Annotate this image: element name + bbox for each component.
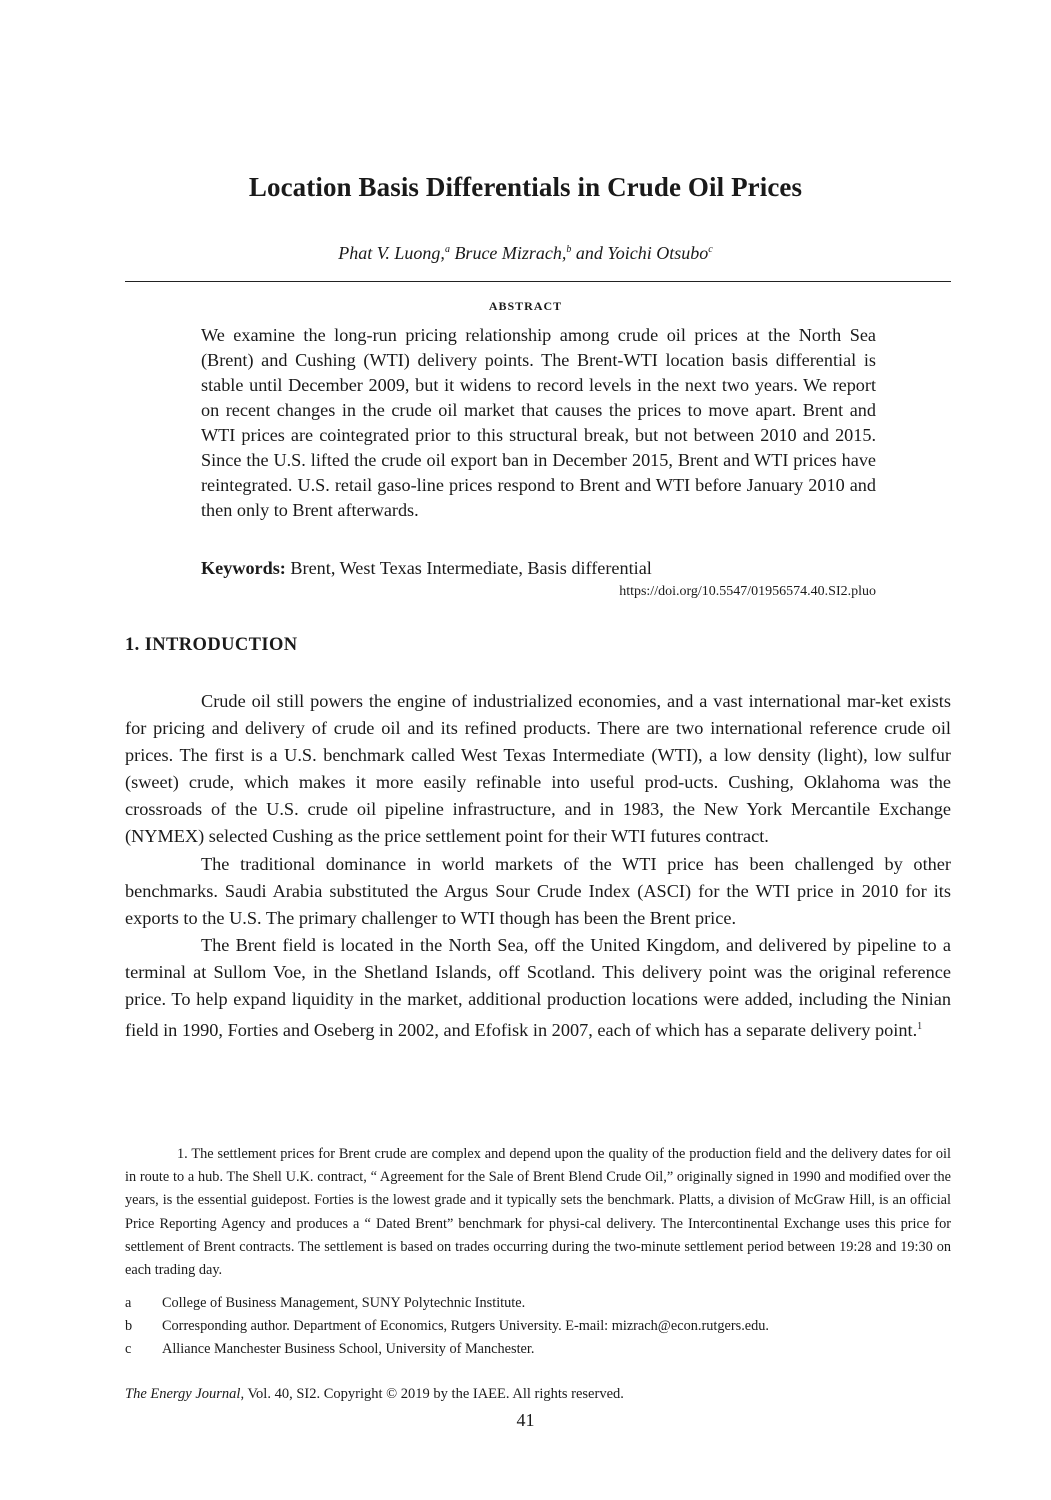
header-rule	[125, 281, 951, 282]
journal-details: , Vol. 40, SI2. Copyright © 2019 by the IAEE. All rights reserved.	[240, 1386, 624, 1402]
abstract-heading: ABSTRACT	[488, 299, 563, 313]
affiliation-text: Alliance Manchester Business School, University of Manchester.	[162, 1341, 535, 1358]
author-name: Phat V. Luong,	[338, 243, 445, 263]
body-paragraph: The traditional dominance in world markets of the WTI price has been challenged by other benchmarks. Saudi Arabia substituted the Argus Sour Crude Index (ASCI) for the WTI price in 2010 for its exports to the U.S. The primary challenger to WTI though has been the Brent price.	[125, 853, 951, 928]
keywords-label: Keywords:	[201, 558, 286, 578]
abstract-body: We examine the long-run pricing relationship among crude oil prices at the North Sea (Brent) and Cushing (WTI) delivery points. The Brent-WTI location basis differential is stable until December 2009, but it widens to record levels in the next two years. We report on recent changes in the crude oil market that causes the prices to move apart. Brent and WTI prices are cointegrated prior to this structural break, but not between 2010 and 2015. Since the U.S. lifted the crude oil export ban in December 2015, Brent and WTI prices have reintegrated. U.S. retail gaso-line prices respond to Brent and WTI before January 2010 and then only to Brent afterwards.	[201, 325, 876, 520]
affiliation-row	[125, 1338, 769, 1361]
body-paragraph	[125, 932, 951, 1044]
affiliations	[125, 1292, 769, 1362]
section-heading: 1. INTRODUCTION	[125, 635, 298, 655]
body-paragraph-text: The Brent field is located in the North Sea, off the United Kingdom, and delivered by pipeline to a terminal at Sullom Voe, in the Shetland Islands, off Scotland. This delivery point was the original reference price. To help expand liquidity in the market, additional production locations were added, including the Ninian field in 1990, Forties and Oseberg in 2002, and Efofisk in 2007, each of which has a separate delivery point.	[125, 934, 951, 1041]
affiliation-mark: a	[444, 244, 450, 255]
affiliation-text: Corresponding author. Department of Economics, Rutgers University. E-mail: mizrach@econ.rutgers.edu.	[162, 1318, 769, 1335]
affiliation-row	[125, 1315, 769, 1338]
footnote: 1. The settlement prices for Brent crude are complex and depend upon the quality of the production field and the delivery dates for oil in route to a hub. The Shell U.K. contract, “ Agreement for the Sale of Brent Blend Crude Oil,” originally signed in 1990 and modified over the years, is the essential guidepost. Forties is the lowest grade and it typically sets the benchmark. Platts, a division of McGraw Hill, is an official Price Reporting Agency and produces a “ Dated Brent” benchmark for physi-cal delivery. The Intercontinental Exchange uses this price for settlement of Brent contracts. The settlement is based on trades occurring during the two-minute settlement period between 19:28 and 19:30 on each trading day.	[125, 1146, 951, 1279]
affiliation-mark: c	[708, 244, 713, 255]
affiliation-letter: a	[125, 1295, 132, 1311]
journal-citation	[125, 1386, 624, 1403]
body-paragraph: Crude oil still powers the engine of industrialized economies, and a vast international mar-ket exists for pricing and delivery of crude oil and its refined products. There are two international reference crude oil prices. The first is a U.S. benchmark called West Texas Intermediate (WTI), a low density (light), low sulfur (sweet) crude, which makes it more easily refinable into useful prod-ucts. Cushing, Oklahoma was the crossroads of the U.S. crude oil pipeline infrastructure, and in 1983, the New York Mercantile Exchange (NYMEX) selected Cushing as the price settlement point for their WTI futures contract.	[125, 691, 951, 847]
doi-link[interactable]: https://doi.org/10.5547/01956574.40.SI2.pluo	[619, 584, 876, 599]
affiliation-text: College of Business Management, SUNY Polytechnic Institute.	[162, 1295, 526, 1311]
affiliation-letter: c	[125, 1341, 132, 1358]
footnote-reference[interactable]: 1	[917, 1021, 923, 1033]
author-name: and Yoichi Otsubo	[571, 243, 709, 263]
page-number: 41	[516, 1410, 535, 1430]
affiliation-mark: b	[566, 244, 572, 255]
author-line	[0, 243, 1051, 264]
paper-title: Location Basis Differentials in Crude Oil Prices	[248, 172, 803, 202]
keywords-list: Brent, West Texas Intermediate, Basis differential	[285, 558, 652, 578]
author-name: Bruce Mizrach,	[449, 243, 567, 263]
keywords-line	[201, 556, 652, 581]
affiliation-row	[125, 1292, 769, 1315]
introduction-body	[125, 688, 951, 1044]
affiliation-letter: b	[125, 1318, 133, 1335]
journal-name: The Energy Journal	[125, 1386, 241, 1402]
